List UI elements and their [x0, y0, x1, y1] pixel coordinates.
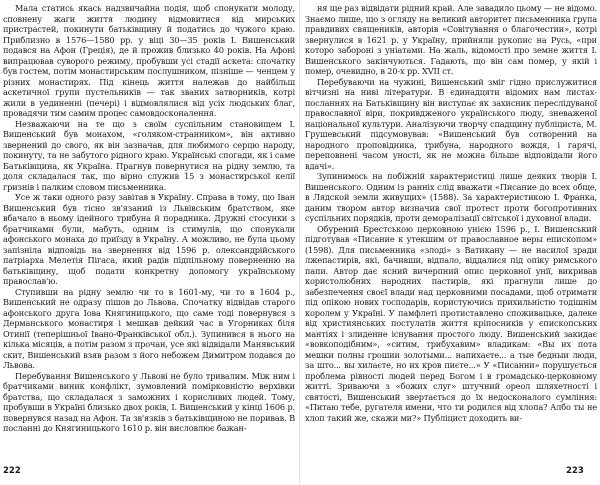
paragraph: Обурений Брестською церковною унією 1596 р., І. Вишенський підготував «Писание к утекшим от православное веры епископом» (1598). Для письменника «злоді» з Ватикану — не насилої зради лжепастирів, які, бачивши, відпало, віддалися під опіку римського папи. Автор дає ясний вичерпний опис церковної унії, викривав користолюбних народних пастирів, які прагнули лише до забезпечення своєї влади над церковними посадами, щоб отримати під опікою нових господарів, користуючись прихильністю тодішнім королем у Україні. У памфлеті протиставлено споживацьке, далеке від християнських постулатів життя кріпосників у єпископських мантіях і злиденне існування простого люду. Вишенський закидає «вовкоподібним», «ситим, трибухавим» владикам: «Вы их пота мешки полны грошии золотыми... напихаєте... а тые бедныи люди, за што... вы хилаєте, но их кров пиєте...» У «Писанни» порушується проблема рівності людей перед Богом і в громадсько-церковному житті. Зриваючи з «божих слуг» штучний ореол шляхетності і святості, Вишенський звертається до їх недосконалого сумління: «Питаю тебе, ругателя имени, что ти родился від хлопа? Албо ты не хлоп такий же, скажи ми?» Публіцист доходить ви- [305, 223, 597, 423]
left-page-text [3, 3, 295, 434]
paragraph: Мала статись якась надзвичайна подія, щоб спонукати молоду, сповнену жаги життя людину відмовитися від мирських пристрастей, покинути батьківщину й податись до чужого краю. Приблизно в 1576—1580 pp. у віці 30—35 років І. Вишенський подався на Афон (Греція), де й прожив близько 40 років. На Афоні випрацював суворого режиму, пробувши усі стадії аскета: спочатку був гостем, потім монастирським послушником, пізніше — ченцем у різних монастирях. Під кінець життя належав до найбільш аскетичної групи пустельників — так званих затворників, котрі жили в уединенні (печері) і відмовлялися від усіх людських благ, провадячи тим самим процес самовдосконалення. [3, 3, 295, 118]
right-page-text [305, 3, 597, 423]
paragraph: Усе ж таки одного разу завітав в Україну. Справа в тому, що Іван Вишенський був тісно зв'язаний із Львівським братством, яке вбачало в ньому ідейного трибуна й порадника. Дружні стосунки з братчиками були, мабуть, одним із стимулів, що спонукали афонського монаха до приїзду в Україну. А можливо, не була цьому запізніла відповідь на звернення від 1596 р. олександрійського патріарха Мелетія Пігаса, який радів підпільному поверненню на батьківщину, щоб подати конкретну допомогу українському православ'ю. [3, 192, 295, 286]
page-gutter [299, 0, 300, 485]
paragraph: Зупинимось на побіжній характеристиці лише деяких творів І. Вишенського. Одним із ранніх слід вважати «Писание до всех обще, в Лядской земли живущих» (1588). За характеристикою І. Франка, даним твором автор визначив свої протест проти богопротивних суспільних порядків, проти деморалізації світської і духовної влади. [305, 171, 597, 223]
paragraph: Перебування Вишенського у Львові не було тривалим. Між ним і братчиками виник конфлікт, зумовлений помірковністю верхівки братства, що складалася з заможних і корисливих людей. Тому, пробувши в Україні близько двох років, І. Вишенський у кінці 1606 р. повернувся назад на Афон. Та зв'язків з батьківщиною не поривав. В посланні до Княгиницького 1610 р. він висловлює бажан- [3, 370, 295, 433]
paragraph: ня ще раз відвідати рідний край. Але завадило цьому — не відомо. Знаємо лише, що з огляду на великий авторитет письменника група правдивих священиків, авторів «Совітування о благочестии», котрі звернулися в 1621 р. у Україну, прийняли рукопис на Русь, «при которо забороні з уніатами. На жаль, відомості про земне життя І. Вишенського закінчуються. Гадають, що він сам помер, у якій і помер, очевидно, в 20-х рр. XVII ст. [305, 3, 597, 76]
page-number-left: 222 [3, 466, 21, 476]
page-number-right: 223 [566, 466, 584, 476]
right-page [305, 3, 597, 473]
paragraph: Ступивши на рідну землю чи то в 1601-му, чи то в 1604 р., Вишенський не одразу пішов до Львова. Спочатку відвідав старого афонського друга Іова Княгиницького, що саме тоді повернувся з Дерманського монастиря і мешкав дейкий час в Угорниках біля Отинії (теперішньої Івано-Франківської обл.). Зупинився в нього на кілька місяців, а потім разом з прочан, усе які відвідали Манявський скит, Вишенський взяв разом з його небожем Димитром подався до Львова. [3, 286, 295, 370]
paragraph: Незважаючи на те що з своїм суспільним становищем І. Вишенський був монахом, «голяком-странником», він активно звернений до свого, як він зазначав, для любимого серцю народу, покинуту, та не забутого рідного краю. Українські спогади, як і саме Батьківщина, як Україна. Прагнув повернутися на рідну землю, та доля складалася так, що вірно служив 15 з монастирської келії гризнів і палким словом письменника. [3, 118, 295, 192]
left-page [3, 3, 295, 473]
paragraph: Перебуваючи на чужині, Вишенський зміг гідно прислужитися вітчизні на ниві літератури. В єдинадцяти відомих нам листах-посланнях на Батьківщину він виступає як захисник переслідуваної православної віри, покривдженого українського люду, зневаженої національної культури. Аналізуючи творчу спадщину публіциста, М. Грушевський підсумовував: «Вишенський був сотворений на народного проповідника, трибуна, народного вождя, і гарячі, переповнені часом уності, як не можна більше відповідали його вдачі». [305, 76, 597, 171]
